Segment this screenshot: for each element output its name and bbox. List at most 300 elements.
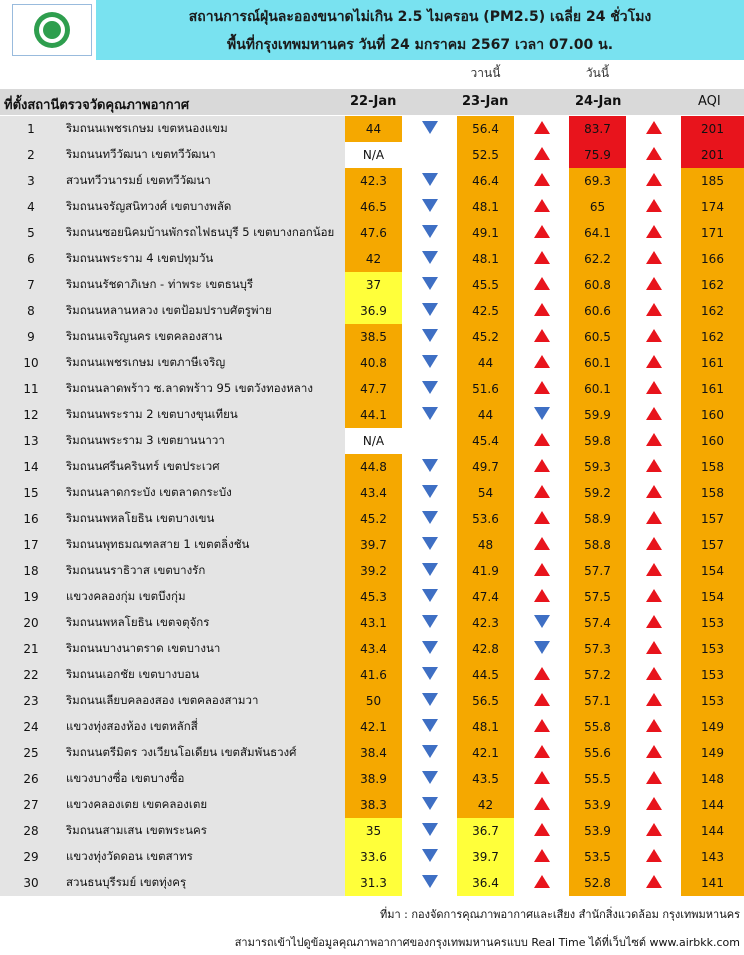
trend-23-jan [514,142,569,168]
value-23-jan: 44 [457,402,514,428]
arrow-down-icon [422,277,438,290]
value-22-jan: 43.4 [345,636,402,662]
arrow-down-icon [534,641,550,654]
value-23-jan: 42.1 [457,740,514,766]
arrow-down-icon [422,849,438,862]
value-23-jan: 45.5 [457,272,514,298]
trend-22-jan [402,272,457,298]
arrow-up-icon [646,875,662,888]
trend-23-jan [514,168,569,194]
station-location: ริมถนนลาดกระบัง เขตลาดกระบัง [62,480,345,506]
station-location: แขวงทุ่งวัดดอน เขตสาทร [62,844,345,870]
arrow-up-icon [646,667,662,680]
arrow-down-icon [422,485,438,498]
arrow-up-icon [534,849,550,862]
arrow-up-icon [646,641,662,654]
trend-22-jan [402,714,457,740]
value-22-jan: 33.6 [345,844,402,870]
station-location: ริมถนนซอยนิคมบ้านพักรถไฟธนบุรี 5 เขตบางกอกน้อย [62,220,345,246]
arrow-up-icon [534,511,550,524]
arrow-up-icon [534,589,550,602]
station-number: 5 [0,220,62,246]
trend-24-jan [626,298,681,324]
value-24-jan: 59.8 [569,428,626,454]
value-23-jan: 45.2 [457,324,514,350]
aqi-value: 162 [681,272,744,298]
trend-22-jan [402,766,457,792]
trend-22-jan [402,142,457,168]
value-23-jan: 36.4 [457,870,514,896]
station-location: ริมถนนจรัญสนิทวงศ์ เขตบางพลัด [62,194,345,220]
column-header-row [0,89,744,115]
arrow-up-icon [646,771,662,784]
station-number: 30 [0,870,62,896]
station-number: 18 [0,558,62,584]
trend-23-jan [514,532,569,558]
aqi-value: 153 [681,610,744,636]
aqi-value: 144 [681,818,744,844]
value-22-jan: 37 [345,272,402,298]
station-location: สวนธนบุรีรมย์ เขตทุ่งครุ [62,870,345,896]
station-number: 2 [0,142,62,168]
trend-23-jan [514,194,569,220]
station-number: 23 [0,688,62,714]
trend-23-jan [514,506,569,532]
value-22-jan: 44.8 [345,454,402,480]
station-number: 17 [0,532,62,558]
realtime-note: สามารถเข้าไปดูข้อมูลคุณภาพอากาศของกรุงเทพมหานครแบบ Real Time ได้ที่เว็บไซต์ www.airbkk.com [234,936,740,949]
table-row [0,766,744,792]
aqi-value: 201 [681,116,744,142]
arrow-up-icon [646,355,662,368]
station-number: 27 [0,792,62,818]
station-location: สวนทวีวนารมย์ เขตทวีวัฒนา [62,168,345,194]
table-row [0,220,744,246]
value-23-jan: 49.1 [457,220,514,246]
title-line-1: สถานการณ์ฝุ่นละอองขนาดไม่เกิน 2.5 ไมครอน (PM2.5) เฉลี่ย 24 ชั่วโมง [188,9,652,25]
arrow-up-icon [534,719,550,732]
arrow-up-icon [646,563,662,576]
station-number: 22 [0,662,62,688]
value-22-jan: 45.3 [345,584,402,610]
value-23-jan: 48 [457,532,514,558]
arrow-up-icon [646,693,662,706]
arrow-up-icon [646,589,662,602]
trend-24-jan [626,844,681,870]
arrow-up-icon [534,875,550,888]
trend-23-jan [514,220,569,246]
arrow-up-icon [646,537,662,550]
value-22-jan: 41.6 [345,662,402,688]
station-location: ริมถนนศรีนครินทร์ เขตประเวศ [62,454,345,480]
trend-23-jan [514,272,569,298]
trend-23-jan [514,246,569,272]
trend-22-jan [402,584,457,610]
trend-24-jan [626,558,681,584]
aqi-value: 144 [681,792,744,818]
arrow-up-icon [646,615,662,628]
trend-22-jan [402,688,457,714]
station-location: แขวงคลองกุ่ม เขตบึงกุ่ม [62,584,345,610]
value-23-jan: 52.5 [457,142,514,168]
value-23-jan: 56.4 [457,116,514,142]
value-23-jan: 39.7 [457,844,514,870]
trend-24-jan [626,610,681,636]
trend-24-jan [626,194,681,220]
value-24-jan: 60.8 [569,272,626,298]
value-22-jan: 38.9 [345,766,402,792]
trend-24-jan [626,870,681,896]
trend-22-jan [402,246,457,272]
arrow-down-icon [422,771,438,784]
arrow-up-icon [534,147,550,160]
column-header-location: ที่ตั้งสถานีตรวจวัดคุณภาพอากาศ [4,98,190,113]
trend-22-jan [402,454,457,480]
value-23-jan: 48.1 [457,714,514,740]
arrow-up-icon [534,771,550,784]
trend-23-jan [514,402,569,428]
aqi-value: 157 [681,506,744,532]
trend-22-jan [402,818,457,844]
trend-22-jan [402,844,457,870]
value-23-jan: 42.8 [457,636,514,662]
trend-24-jan [626,116,681,142]
table-row [0,584,744,610]
trend-24-jan [626,506,681,532]
arrow-down-icon [422,381,438,394]
aqi-value: 162 [681,324,744,350]
arrow-down-icon [422,797,438,810]
station-number: 24 [0,714,62,740]
table-row [0,350,744,376]
trend-22-jan [402,532,457,558]
arrow-down-icon [422,251,438,264]
table-row [0,428,744,454]
value-22-jan: 38.3 [345,792,402,818]
arrow-up-icon [534,225,550,238]
arrow-up-icon [534,251,550,264]
value-23-jan: 53.6 [457,506,514,532]
aqi-value: 154 [681,584,744,610]
trend-22-jan [402,558,457,584]
trend-23-jan [514,324,569,350]
value-24-jan: 60.1 [569,350,626,376]
station-location: ริมถนนหลานหลวง เขตป้อมปราบศัตรูพ่าย [62,298,345,324]
aqi-value: 174 [681,194,744,220]
arrow-up-icon [534,537,550,550]
arrow-down-icon [422,823,438,836]
value-23-jan: 44 [457,350,514,376]
value-24-jan: 53.5 [569,844,626,870]
aqi-value: 185 [681,168,744,194]
aqi-value: 141 [681,870,744,896]
value-22-jan: 38.5 [345,324,402,350]
trend-22-jan [402,792,457,818]
station-location: ริมถนนลาดพร้าว ซ.ลาดพร้าว 95 เขตวังทองหลาง [62,376,345,402]
arrow-up-icon [534,329,550,342]
trend-23-jan [514,636,569,662]
trend-23-jan [514,558,569,584]
arrow-down-icon [422,329,438,342]
table-row [0,818,744,844]
aqi-value: 148 [681,766,744,792]
arrow-up-icon [646,381,662,394]
arrow-down-icon [422,563,438,576]
trend-22-jan [402,350,457,376]
arrow-up-icon [534,277,550,290]
station-number: 8 [0,298,62,324]
arrow-up-icon [646,199,662,212]
table-row [0,168,744,194]
value-24-jan: 55.5 [569,766,626,792]
value-22-jan: N/A [345,142,402,168]
trend-24-jan [626,818,681,844]
column-header-aqi: AQI [698,94,721,109]
value-24-jan: 83.7 [569,116,626,142]
trend-24-jan [626,272,681,298]
value-23-jan: 54 [457,480,514,506]
trend-22-jan [402,740,457,766]
value-22-jan: 45.2 [345,506,402,532]
value-23-jan: 56.5 [457,688,514,714]
value-24-jan: 59.2 [569,480,626,506]
station-number: 6 [0,246,62,272]
station-location: ริมถนนสามเสน เขตพระนคร [62,818,345,844]
table-row [0,480,744,506]
station-location: แขวงทุ่งสองห้อง เขตหลักสี่ [62,714,345,740]
value-24-jan: 75.9 [569,142,626,168]
aqi-value: 158 [681,454,744,480]
station-number: 19 [0,584,62,610]
arrow-up-icon [646,849,662,862]
arrow-down-icon [422,121,438,134]
trend-23-jan [514,584,569,610]
arrow-down-icon [422,459,438,472]
station-location: ริมถนนพระราม 3 เขตยานนาวา [62,428,345,454]
pm25-table [0,116,744,896]
station-number: 25 [0,740,62,766]
value-24-jan: 60.1 [569,376,626,402]
arrow-up-icon [646,173,662,186]
value-24-jan: 53.9 [569,792,626,818]
station-location: ริมถนนเพชรเกษม เขตหนองแขม [62,116,345,142]
trend-24-jan [626,402,681,428]
value-24-jan: 57.7 [569,558,626,584]
trend-22-jan [402,324,457,350]
trend-22-jan [402,220,457,246]
value-23-jan: 49.7 [457,454,514,480]
arrow-up-icon [646,329,662,342]
arrow-down-icon [422,667,438,680]
value-24-jan: 53.9 [569,818,626,844]
arrow-up-icon [534,381,550,394]
table-row [0,870,744,896]
aqi-value: 157 [681,532,744,558]
station-location: ริมถนนพระราม 4 เขตปทุมวัน [62,246,345,272]
station-number: 3 [0,168,62,194]
table-row [0,506,744,532]
value-22-jan: 44.1 [345,402,402,428]
arrow-up-icon [646,407,662,420]
value-22-jan: 50 [345,688,402,714]
aqi-value: 149 [681,740,744,766]
trend-24-jan [626,766,681,792]
arrow-down-icon [422,199,438,212]
station-location: ริมถนนตรีมิตร วงเวียนโอเดียน เขตสัมพันธวงศ์ [62,740,345,766]
arrow-up-icon [534,121,550,134]
arrow-down-icon [422,693,438,706]
arrow-up-icon [534,303,550,316]
station-number: 16 [0,506,62,532]
table-row [0,636,744,662]
trend-23-jan [514,844,569,870]
arrow-up-icon [646,823,662,836]
value-23-jan: 48.1 [457,246,514,272]
station-location: ริมถนนเลียบคลองสอง เขตคลองสามวา [62,688,345,714]
table-row [0,662,744,688]
value-22-jan: 38.4 [345,740,402,766]
value-23-jan: 47.4 [457,584,514,610]
table-row [0,324,744,350]
table-row [0,116,744,142]
arrow-up-icon [646,485,662,498]
arrow-down-icon [422,615,438,628]
value-23-jan: 41.9 [457,558,514,584]
trend-24-jan [626,636,681,662]
trend-24-jan [626,168,681,194]
trend-22-jan [402,376,457,402]
trend-24-jan [626,584,681,610]
value-22-jan: 39.2 [345,558,402,584]
arrow-down-icon [422,173,438,186]
trend-24-jan [626,740,681,766]
table-row [0,298,744,324]
arrow-up-icon [534,199,550,212]
value-24-jan: 60.6 [569,298,626,324]
value-23-jan: 42.5 [457,298,514,324]
value-22-jan: 42 [345,246,402,272]
station-location: ริมถนนเจริญนคร เขตคลองสาน [62,324,345,350]
arrow-up-icon [534,485,550,498]
arrow-down-icon [422,719,438,732]
title-line-2: พื้นที่กรุงเทพมหานคร วันที่ 24 มกราคม 2567 เวลา 07.00 น. [226,37,614,53]
table-row [0,376,744,402]
trend-24-jan [626,324,681,350]
table-row [0,532,744,558]
trend-24-jan [626,792,681,818]
value-23-jan: 43.5 [457,766,514,792]
value-24-jan: 59.9 [569,402,626,428]
trend-22-jan [402,870,457,896]
value-24-jan: 60.5 [569,324,626,350]
table-row [0,558,744,584]
station-location: ริมถนนบางนาตราด เขตบางนา [62,636,345,662]
station-location: ริมถนนพุทธมณฑลสาย 1 เขตตลิ่งชัน [62,532,345,558]
station-number: 26 [0,766,62,792]
aqi-value: 171 [681,220,744,246]
station-number: 21 [0,636,62,662]
trend-24-jan [626,350,681,376]
aqi-value: 161 [681,350,744,376]
trend-23-jan [514,714,569,740]
arrow-down-icon [422,407,438,420]
value-24-jan: 62.2 [569,246,626,272]
station-number: 20 [0,610,62,636]
arrow-up-icon [534,355,550,368]
trend-23-jan [514,454,569,480]
arrow-down-icon [422,537,438,550]
trend-22-jan [402,116,457,142]
aqi-value: 160 [681,428,744,454]
trend-23-jan [514,740,569,766]
arrow-down-icon [422,875,438,888]
station-location: ริมถนนพหลโยธิน เขตจตุจักร [62,610,345,636]
table-row [0,844,744,870]
arrow-up-icon [646,745,662,758]
arrow-up-icon [646,797,662,810]
value-24-jan: 57.1 [569,688,626,714]
trend-23-jan [514,766,569,792]
table-row [0,714,744,740]
value-24-jan: 58.9 [569,506,626,532]
aqi-value: 153 [681,688,744,714]
day-label-yesterday: วานนี้ [470,66,501,80]
station-number: 10 [0,350,62,376]
column-header-24-jan: 24-Jan [575,94,622,109]
table-row [0,740,744,766]
arrow-up-icon [646,303,662,316]
trend-22-jan [402,662,457,688]
arrow-down-icon [422,355,438,368]
table-row [0,142,744,168]
trend-22-jan [402,428,457,454]
trend-23-jan [514,818,569,844]
value-24-jan: 57.2 [569,662,626,688]
trend-23-jan [514,662,569,688]
trend-23-jan [514,688,569,714]
station-number: 4 [0,194,62,220]
value-24-jan: 65 [569,194,626,220]
arrow-up-icon [534,745,550,758]
arrow-up-icon [534,433,550,446]
value-22-jan: 42.1 [345,714,402,740]
value-23-jan: 51.6 [457,376,514,402]
aqi-value: 149 [681,714,744,740]
column-header-23-jan: 23-Jan [462,94,509,109]
value-22-jan: 46.5 [345,194,402,220]
arrow-down-icon [422,745,438,758]
value-24-jan: 57.3 [569,636,626,662]
station-location: ริมถนนพระราม 2 เขตบางขุนเทียน [62,402,345,428]
report-header [0,0,744,60]
trend-22-jan [402,194,457,220]
station-location: ริมถนนพหลโยธิน เขตบางเขน [62,506,345,532]
aqi-value: 201 [681,142,744,168]
table-row [0,272,744,298]
arrow-down-icon [422,511,438,524]
station-location: ริมถนนเอกชัย เขตบางบอน [62,662,345,688]
trend-22-jan [402,402,457,428]
value-22-jan: 42.3 [345,168,402,194]
table-row [0,610,744,636]
source-note: ที่มา : กองจัดการคุณภาพอากาศและเสียง สำนักสิ่งแวดล้อม กรุงเทพมหานคร [379,908,740,921]
arrow-up-icon [534,693,550,706]
trend-24-jan [626,714,681,740]
table-row [0,194,744,220]
value-23-jan: 48.1 [457,194,514,220]
arrow-up-icon [646,251,662,264]
value-23-jan: 44.5 [457,662,514,688]
